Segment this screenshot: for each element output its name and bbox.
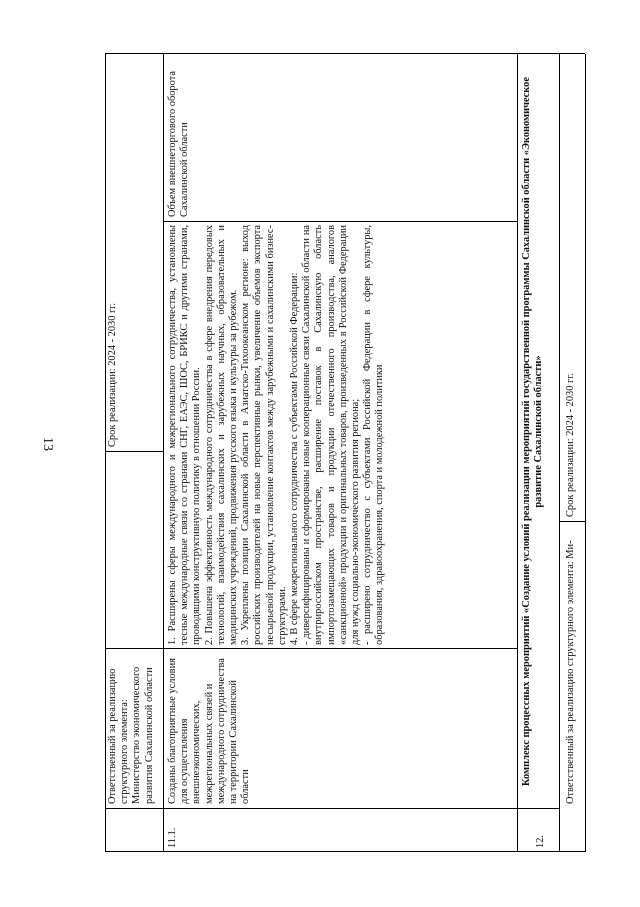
row-number: 12. — [535, 835, 546, 848]
table-border — [559, 521, 585, 522]
table-border — [105, 808, 559, 809]
task-cell: Созданы благоприятные условия для осуществления внешнеэкономических, межрегиональных связей и международного сотрудничества на территории Сахалинской области — [167, 658, 252, 804]
table-border-right — [105, 53, 585, 54]
indicator-cell: Объем внешнеторгового оборота Сахалинской области — [167, 71, 191, 217]
row-number: 11.1. — [167, 827, 178, 848]
page-number: 13 — [40, 437, 55, 451]
table-border-top — [105, 54, 106, 852]
complex-title: Комплекс процессных мероприятий «Создание условий реализации мероприятий государственной программы Сахалинской области «Экономическое развитие Сахалинской области» — [521, 77, 545, 786]
responsible-cell: Ответственный за реализацию структурного элемента: Министерство экономического развития Сахалинской области — [107, 666, 155, 804]
term-cell: Срок реализации: 2024 - 2030 гг. — [107, 303, 118, 447]
effect-item: - расширено сотрудничество с субъектами Российской Федерации в сфере культуры, образования, здравоохранения, спорта и молодежной политики — [362, 225, 386, 645]
structure-table — [105, 54, 585, 852]
table-border — [105, 648, 517, 649]
term-cell: Срок реализации: 2024 - 2030 гг. — [565, 373, 576, 517]
table-border-left — [105, 851, 585, 852]
table-border — [517, 54, 518, 852]
effect-item: 1. Расширены сферы международного и межрегионального сотрудничества, установлены тесные международные связи со странами СНГ, ЕАЭС, ШОС, БРИКС и другими странами, проводящими конструктивную политику в отношении России. — [167, 225, 203, 645]
table-border-bottom — [585, 54, 586, 852]
effects-cell — [167, 225, 387, 645]
table-border — [163, 221, 517, 222]
table-border — [105, 451, 163, 452]
effect-item: 3. Укреплены позиции Сахалинской области в Азиатско-Тихоокеанском регионе: выход российских производителей на новые перспективные рынки, увеличение объемов экспорта несырьевой продукции, установление контактов между зарубежными и сахалинскими бизнес-структурами. — [240, 225, 288, 645]
effect-item: - диверсифицированы и сформированы новые кооперационные связи Сахалинской области на внутрироссийском пространстве, расширение поставок в Сахалинскую область импортозамещающих товаров и продукции отечественного производства, аналогов «санкционной» продукции и оригинальных товаров, произведенных в Российской Федерации для нужд социально-экономического развития региона; — [301, 225, 362, 645]
effect-item: 4. В сфере межрегионального сотрудничества с субъектами Российской Федерации: — [289, 272, 301, 645]
table-border — [163, 54, 164, 852]
effect-item: 2. Повышена эффективность международного сотрудничества в сфере внедрения передовых технологий, взаимодействия сахалинских и зарубежных научных, образовательных и медицинских учреждений, продвижения русского языка и культуры за рубежом. — [203, 225, 240, 645]
responsible-cell: Ответственный за реализацию структурного элемента: Ми- — [565, 540, 576, 804]
table-border — [559, 54, 560, 852]
landscape-page — [105, 54, 585, 852]
